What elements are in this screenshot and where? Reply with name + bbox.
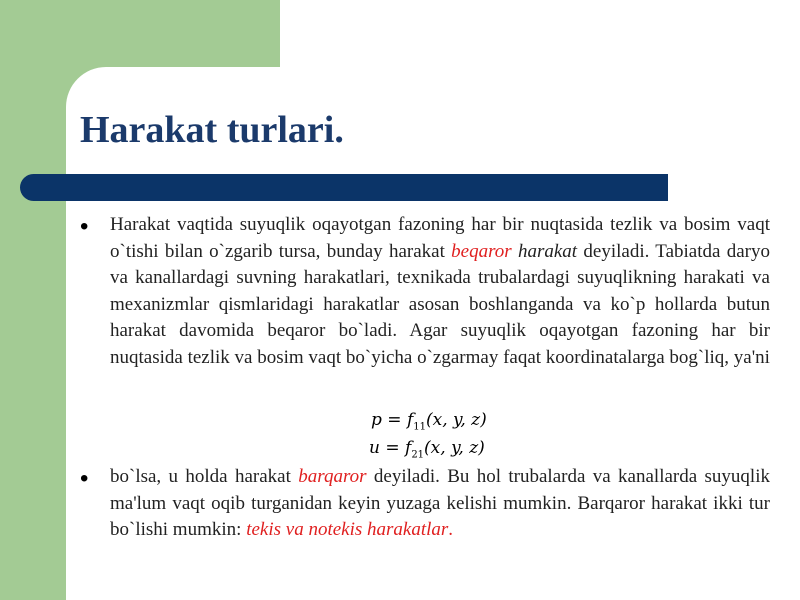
formula-p-f: f	[406, 410, 414, 430]
period: .	[448, 519, 454, 540]
left-green-band	[0, 0, 66, 600]
title-underline-bar	[20, 174, 668, 201]
formula-u	[369, 438, 485, 460]
term-barqaror: barqaror	[298, 466, 367, 487]
bullet-marker: •	[80, 213, 89, 240]
term-harakat: harakat	[517, 240, 578, 262]
formula-p	[371, 410, 487, 432]
formula-p-eq: =	[381, 410, 407, 430]
formula-u-f: f	[405, 438, 412, 458]
formula-u-sub: 21	[411, 449, 425, 461]
bullet-marker: •	[80, 465, 89, 492]
slide-title: Harakat turlari.	[80, 109, 344, 151]
formula-p-sub: 11	[413, 421, 426, 433]
formula-p-args: (x, y, z)	[425, 410, 487, 430]
paragraph-2-rest: deyiladi. Bu hol trubalarda va kanallarda suyuqlik ma'lum vaqt oqib turganidan keyin yuzaga kelishi mumkin. Barqaror harakat ikki tur bo`lishi mumkin:	[110, 466, 770, 540]
formula-u-args: (x, y, z)	[424, 438, 485, 458]
paragraph-1	[110, 212, 770, 371]
paragraph-1-text: Harakat vaqtida suyuqlik oqayotgan fazoning har bir nuqtasida tezlik va bosim vaqt o`tishi bilan o`zgarib tursa, bunday harakat	[110, 214, 770, 262]
term-tekis-notekis: tekis va notekis harakatlar	[246, 519, 449, 540]
paragraph-2-text: bo`lsa, u holda harakat	[110, 466, 299, 487]
term-beqaror: beqaror	[451, 240, 512, 262]
formula-u-eq: =	[379, 438, 406, 458]
formula-u-lhs: u	[369, 438, 380, 458]
top-green-band	[0, 0, 280, 67]
paragraph-2	[110, 464, 770, 544]
paragraph-1-rest: deyiladi. Tabiatda daryo va kanallardagi suvning harakatlari, texnikada trubalardagi suyuqlikning harakati va mexanizmlar qismlaridagi harakatlar asosan boshlanganda va ko`p hollarda butun harakat davomida beqaror bo`ladi. Agar suyuqlik oqayotgan fazoning har bir nuqtasida tezlik va bosim vaqt bo`yicha o`zgarmay faqat koordinatalarga bog`liq, ya'ni	[110, 240, 770, 368]
formula-p-lhs: p	[371, 410, 382, 430]
